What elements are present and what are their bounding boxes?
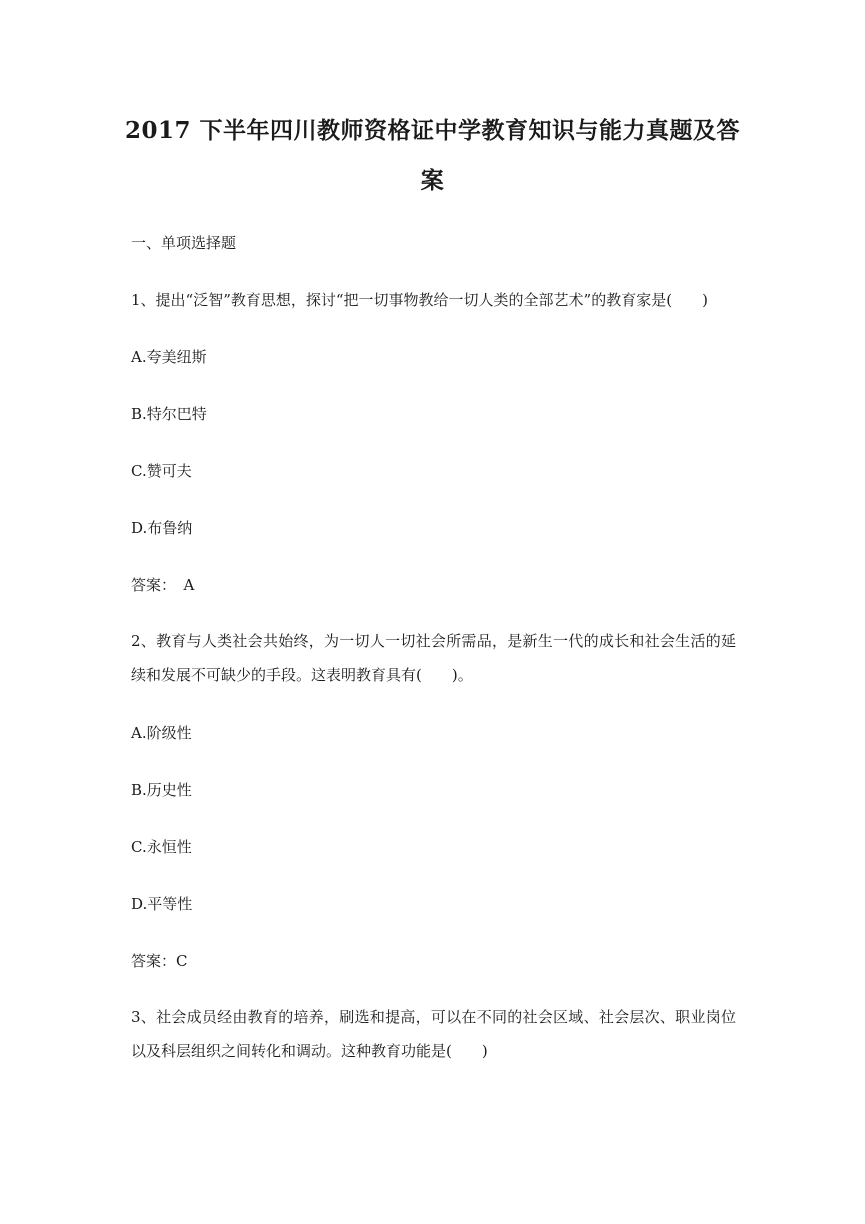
document-title-line-2: 案: [420, 167, 445, 194]
question-2-option-c: C.永恒性: [131, 838, 192, 856]
question-1-stem: 1、提出“泛智”教育思想，探讨“把一切事物教给一切人类的全部艺术”的教育家是( ): [131, 291, 708, 309]
question-1-option-c: C.赞可夫: [131, 462, 192, 480]
question-2-option-a: A.阶级性: [131, 724, 192, 742]
question-2-option-d: D.平等性: [131, 895, 193, 913]
question-2-option-b: B.历史性: [131, 781, 192, 799]
section-heading: 一、单项选择题: [131, 234, 237, 252]
question-1-option-b: B.特尔巴特: [131, 405, 207, 423]
question-3-stem: 3、社会成员经由教育的培养，刷选和提高，可以在不同的社会区域、社会层次、职业岗位以及科层组织之间转化和调动。这种教育功能是( ): [131, 1008, 736, 1060]
document-title-line-1: 2017 下半年四川教师资格证中学教育知识与能力真题及答: [124, 117, 741, 144]
question-1-option-a: A.夸美纽斯: [131, 348, 207, 366]
question-2-answer: 答案：C: [131, 952, 188, 970]
question-1-answer: 答案： A: [131, 576, 195, 594]
question-1-option-d: D.布鲁纳: [131, 519, 193, 537]
question-2-stem: 2、教育与人类社会共始终，为一切人一切社会所需品，是新生一代的成长和社会生活的延续和发展不可缺少的手段。这表明教育具有( )。: [131, 632, 736, 684]
